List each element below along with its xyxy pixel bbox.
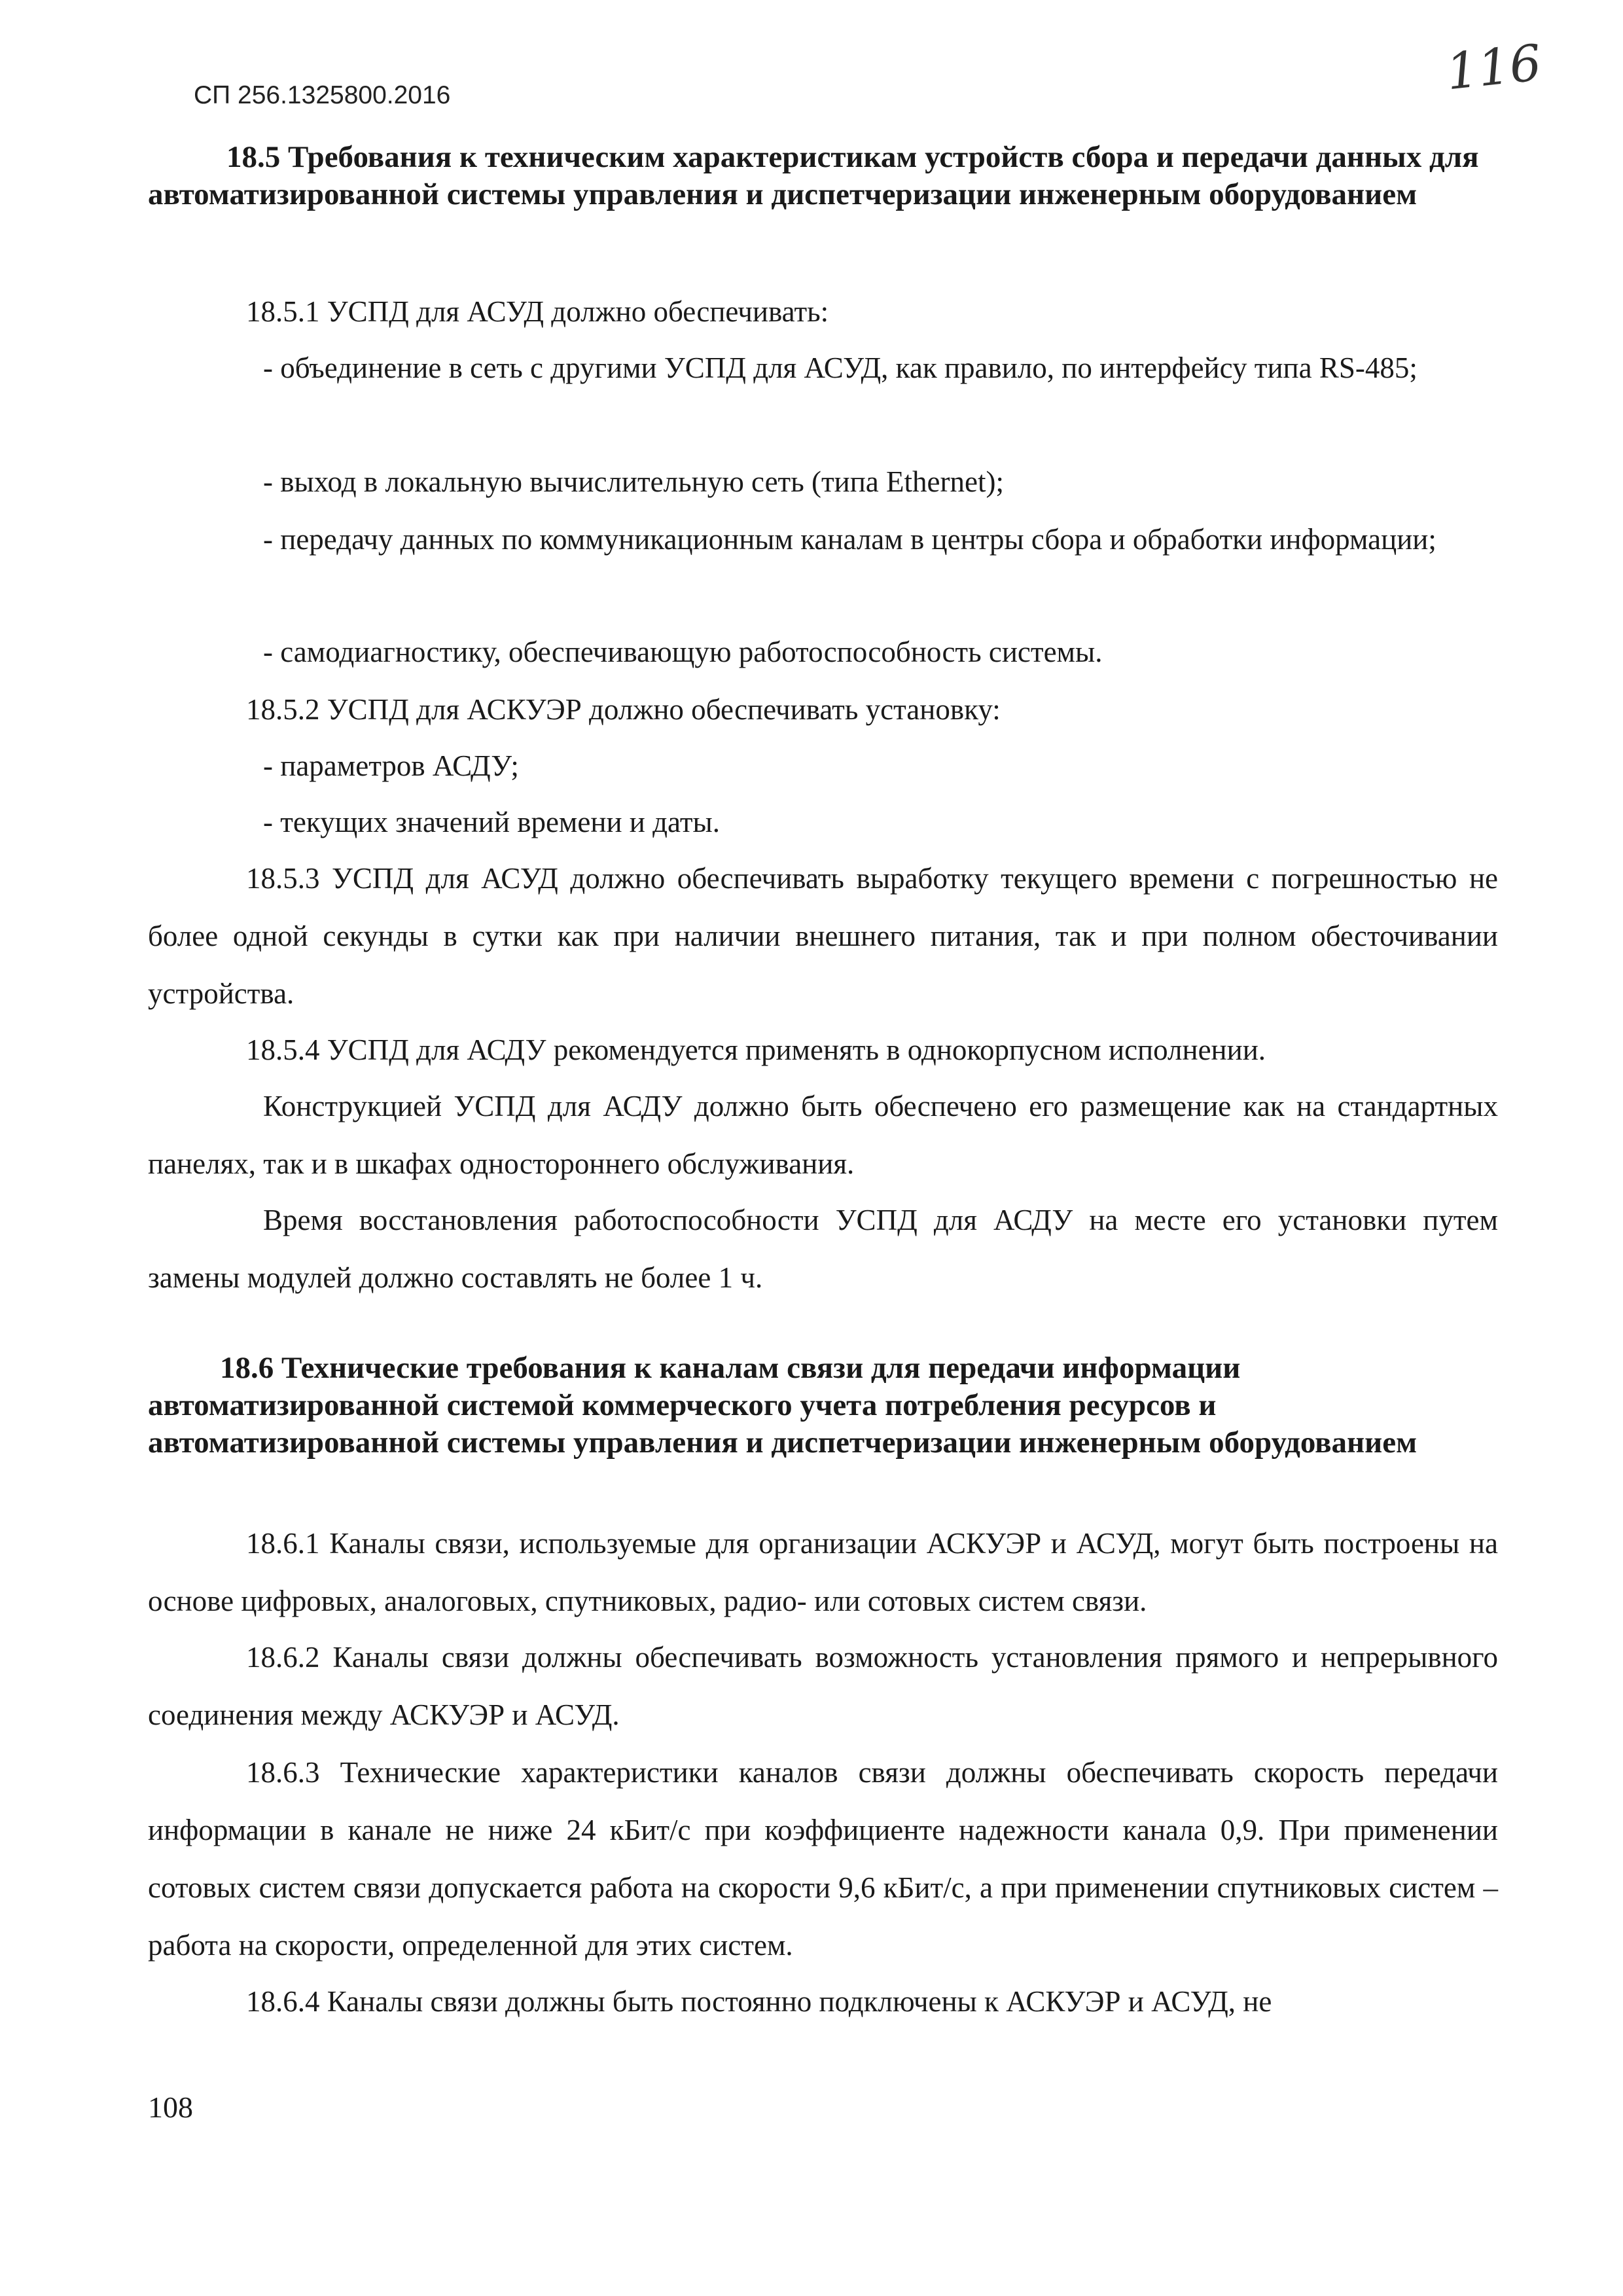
section-18-6-title: 18.6 Технические требования к каналам связи для передачи информации автоматизированной системой коммерческого учета потребления ресурсов и автоматизированной системы управления и диспетчеризации инженерным оборудованием	[148, 1351, 1418, 1460]
section-18-5-title: 18.5 Требования к техническим характеристикам устройств сбора и передачи данных для автоматизированной системы управления и диспетчеризации инженерным оборудованием	[148, 140, 1479, 211]
handwritten-page-number: 116	[1443, 33, 1544, 101]
para-18-5-2: 18.5.2 УСПД для АСКУЭР должно обеспечивать установку:	[246, 693, 1001, 726]
para-recovery-time: Время восстановления работоспособности УСПД для АСДУ на месте его установки путем замены модулей должно составлять не более 1 ч.	[148, 1204, 1498, 1294]
item-time-date: - текущих значений времени и даты.	[263, 806, 720, 838]
para-18-5-4: 18.5.4 УСПД для АСДУ рекомендуется применять в однокорпусном исполнении.	[246, 1033, 1266, 1066]
para-18-5-1: 18.5.1 УСПД для АСУД должно обеспечивать:	[246, 295, 829, 328]
document-code: СП 256.1325800.2016	[194, 81, 451, 109]
para-18-6-2: 18.6.2 Каналы связи должны обеспечивать возможность установления прямого и непрерывного соединения между АСКУЭР и АСУД.	[148, 1641, 1498, 1731]
para-18-6-3: 18.6.3 Технические характеристики каналов связи должны обеспечивать скорость передачи информации в канале не ниже 24 кБит/с при коэффициенте надежности канала 0,9. При применении сотовых систем связи допускается работа на скорости 9,6 кБит/с, а при применении спутниковых систем – работа на скорости, определенной для этих систем.	[148, 1756, 1498, 1962]
page-number: 108	[148, 2090, 193, 2124]
item-ethernet: - выход в локальную вычислительную сеть (типа Ethernet);	[263, 465, 1004, 498]
item-asdu-params: - параметров АСДУ;	[263, 749, 519, 782]
item-network-rs485: - объединение в сеть с другими УСПД для АСУД, как правило, по интерфейсу типа RS-485;	[263, 351, 1418, 384]
item-self-diagnostics: - самодиагностику, обеспечивающую работоспособность системы.	[263, 636, 1103, 668]
item-data-transfer: - передачу данных по коммуникационным каналам в центры сбора и обработки информации;	[263, 523, 1436, 556]
para-18-5-3: 18.5.3 УСПД для АСУД должно обеспечивать выработку текущего времени с погрешностью не более одной секунды в сутки как при наличии внешнего питания, так и при полном обесточивании устройства.	[148, 862, 1498, 1010]
para-18-6-4: 18.6.4 Каналы связи должны быть постоянно подключены к АСКУЭР и АСУД, не	[246, 1985, 1272, 2018]
para-construction: Конструкцией УСПД для АСДУ должно быть обеспечено его размещение как на стандартных панелях, так и в шкафах одностороннего обслуживания.	[148, 1090, 1498, 1180]
para-18-6-1: 18.6.1 Каналы связи, используемые для организации АСКУЭР и АСУД, могут быть построены на основе цифровых, аналоговых, спутниковых, радио- или сотовых систем связи.	[148, 1527, 1498, 1617]
